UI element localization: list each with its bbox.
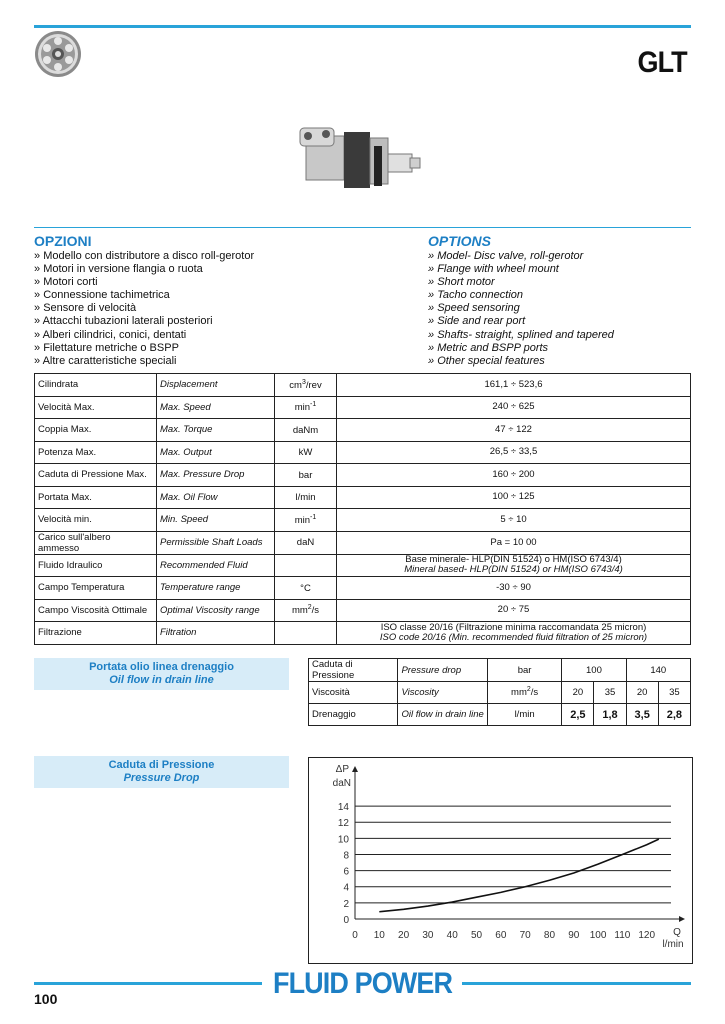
table-cell: Viscosity	[398, 682, 487, 704]
table-cell: 35	[658, 682, 690, 704]
value-text: -30 ÷ 90	[496, 581, 531, 593]
table-row	[35, 577, 691, 600]
value-text: 100 ÷ 125	[492, 491, 535, 503]
table-cell: Oil flow in drain line	[398, 704, 487, 726]
motor-image	[298, 118, 428, 200]
x-tick-label: 10	[373, 930, 385, 941]
section-rule	[34, 227, 691, 228]
list-item: » Speed sensoring	[428, 302, 690, 315]
table-cell	[275, 509, 337, 532]
drain-flow-title-it: Portata olio linea drenaggio	[89, 661, 234, 673]
unit-text: cm	[289, 379, 302, 391]
value-text: 47 ÷ 122	[495, 423, 532, 435]
table-cell	[275, 577, 337, 600]
y-axis-label: ΔP	[335, 764, 349, 775]
table-cell: Caduta di Pressione Max.	[35, 464, 157, 487]
table-cell: Recommended Fluid	[157, 554, 275, 577]
table-row	[35, 554, 691, 577]
table-cell: Max. Output	[157, 441, 275, 464]
table-cell: Fluido Idraulico	[35, 554, 157, 577]
value-text: ISO code 20/16 (Min. recommended fluid filtration of 25 micron)	[379, 631, 648, 643]
footer-rule-left	[34, 982, 262, 985]
x-tick-label: 50	[470, 930, 483, 941]
table-row	[35, 622, 691, 645]
table-cell	[487, 682, 561, 704]
table-cell: Min. Speed	[157, 509, 275, 532]
table-cell: Max. Torque	[157, 419, 275, 442]
table-cell	[337, 441, 691, 464]
options-list-en	[428, 250, 690, 368]
value-text: 160 ÷ 200	[492, 468, 535, 480]
unit-text: /rev	[305, 379, 322, 391]
x-tick-label: 0	[352, 930, 358, 941]
list-item: » Altre caratteristiche speciali	[34, 355, 404, 368]
list-item: » Motori corti	[34, 276, 404, 289]
table-cell: 35	[594, 682, 626, 704]
list-item: » Motori in versione flangia o ruota	[34, 263, 404, 276]
drain-flow-box	[34, 658, 289, 690]
options-heading-en: OPTIONS	[428, 233, 492, 249]
unit-sup: 2	[526, 686, 531, 694]
pressure-drop-title-it: Caduta di Pressione	[108, 759, 215, 771]
table-cell: 20	[562, 682, 594, 704]
x-tick-label: 30	[422, 930, 434, 941]
spec-table	[34, 373, 691, 645]
table-row	[35, 441, 691, 464]
table-cell: Max. Oil Flow	[157, 486, 275, 509]
x-tick-label: 100	[589, 930, 607, 941]
table-cell: Drenaggio	[309, 704, 398, 726]
unit-text: /s	[530, 687, 539, 699]
y-axis-unit: daN	[332, 778, 351, 789]
options-heading-it: OPZIONI	[34, 233, 92, 249]
table-cell	[275, 441, 337, 464]
table-cell: 20	[626, 682, 658, 704]
top-rule	[34, 25, 691, 28]
unit-sup: -1	[310, 513, 317, 521]
table-cell	[337, 554, 691, 577]
table-cell	[275, 374, 337, 397]
y-tick-label: 0	[343, 915, 349, 926]
y-tick-label: 4	[343, 882, 349, 894]
unit-text: mm	[291, 605, 308, 617]
unit-text: °C	[300, 582, 311, 594]
table-cell: 2,8	[658, 704, 690, 726]
pressure-drop-title-en: Pressure Drop	[123, 772, 200, 784]
value-text: Mineral based- HLP(DIN 51524) or HM(ISO 6743/4)	[404, 564, 623, 576]
x-tick-label: 110	[614, 930, 631, 941]
unit-text: daNm	[292, 424, 319, 436]
table-cell	[337, 374, 691, 397]
list-item: » Metric and BSPP ports	[428, 342, 690, 355]
gear-logo-icon	[34, 30, 82, 78]
table-cell: Max. Speed	[157, 396, 275, 419]
value-text: 26,5 ÷ 33,5	[489, 446, 538, 458]
pressure-drop-box	[34, 756, 289, 788]
table-cell: Carico sull'albero ammesso	[35, 531, 157, 554]
table-cell: Optimal Viscosity range	[157, 599, 275, 622]
table-cell: Velocità min.	[35, 509, 157, 532]
table-cell: 3,5	[626, 704, 658, 726]
drain-flow-title-en: Oil flow in drain line	[109, 674, 214, 686]
table-row	[35, 486, 691, 509]
list-item: » Other special features	[428, 355, 690, 368]
table-cell: Campo Temperatura	[35, 577, 157, 600]
list-item: » Filettature metriche o BSPP	[34, 342, 404, 355]
table-cell: Portata Max.	[35, 486, 157, 509]
y-tick-label: 10	[337, 834, 349, 846]
unit-text: bar	[298, 469, 313, 481]
x-tick-label: 40	[446, 930, 458, 941]
list-item: » Alberi cilindrici, conici, dentati	[34, 329, 404, 342]
y-tick-label: 2	[343, 898, 349, 910]
table-cell	[337, 509, 691, 532]
y-tick-label: 6	[343, 866, 349, 878]
unit-sup: 3	[301, 378, 306, 386]
table-row	[35, 419, 691, 442]
unit-text: mm	[511, 687, 527, 699]
unit-text: min	[294, 402, 311, 414]
pressure-drop-curve	[379, 839, 659, 912]
list-item: » Model- Disc valve, roll-gerotor	[428, 250, 690, 263]
list-item: » Side and rear port	[428, 315, 690, 328]
brand-footer: FLUID POWER	[273, 967, 453, 1000]
table-cell: Temperature range	[157, 577, 275, 600]
value-text: 20 ÷ 75	[497, 604, 530, 616]
table-cell	[275, 599, 337, 622]
table-cell: Viscosità	[309, 682, 398, 704]
table-cell	[337, 622, 691, 645]
x-axis-unit: l/min	[662, 939, 684, 950]
table-row	[35, 374, 691, 397]
pressure-drop-chart-frame	[308, 757, 693, 964]
value-text: Base minerale- HLP(DIN 51524) o HM(ISO 6743/4)	[405, 554, 622, 566]
options-list-it	[34, 250, 404, 368]
list-item: » Tacho connection	[428, 289, 690, 302]
table-cell	[337, 531, 691, 554]
value-text: Pa = 10 00	[490, 536, 537, 548]
footer-rule-right	[462, 982, 691, 985]
y-tick-label: 14	[337, 802, 349, 814]
unit-text: daN	[296, 537, 315, 549]
value-text: 240 ÷ 625	[492, 401, 535, 413]
table-cell: Displacement	[157, 374, 275, 397]
table-cell	[337, 577, 691, 600]
x-axis-arrow	[679, 916, 685, 922]
table-row	[35, 396, 691, 419]
unit-text: kW	[298, 447, 313, 459]
table-cell: 1,8	[594, 704, 626, 726]
table-cell: Filtrazione	[35, 622, 157, 645]
y-tick-label: 12	[337, 818, 349, 830]
table-row	[35, 464, 691, 487]
table-cell	[275, 531, 337, 554]
x-tick-label: 20	[398, 930, 410, 941]
table-cell: 140	[626, 659, 690, 682]
table-row	[35, 509, 691, 532]
x-tick-label: 70	[519, 930, 531, 941]
pressure-drop-chart	[309, 758, 692, 963]
table-cell	[275, 622, 337, 645]
value-text: 161,1 ÷ 523,6	[484, 378, 543, 390]
list-item: » Connessione tachimetrica	[34, 289, 404, 302]
table-row	[309, 704, 691, 726]
table-cell: 2,5	[562, 704, 594, 726]
value-text: 5 ÷ 10	[500, 513, 527, 525]
list-item: » Short motor	[428, 276, 690, 289]
table-cell: Velocità Max.	[35, 396, 157, 419]
list-item: » Shafts- straight, splined and tapered	[428, 329, 690, 342]
page-title: GLT	[637, 46, 687, 79]
table-cell	[275, 486, 337, 509]
table-cell: 100	[562, 659, 626, 682]
table-cell	[275, 464, 337, 487]
y-tick-label: 8	[343, 850, 349, 862]
table-cell	[275, 419, 337, 442]
table-cell	[275, 554, 337, 577]
drain-table	[308, 658, 691, 726]
y-axis-arrow	[352, 766, 358, 772]
table-cell	[337, 486, 691, 509]
table-row	[309, 682, 691, 704]
table-row	[35, 599, 691, 622]
unit-sup: -1	[310, 401, 317, 409]
unit-text: l/min	[295, 492, 316, 504]
table-cell: Caduta di Pressione	[309, 659, 398, 682]
list-item: » Sensore di velocità	[34, 302, 404, 315]
table-cell: Campo Viscosità Ottimale	[35, 599, 157, 622]
unit-sup: 2	[307, 604, 312, 612]
table-cell: Filtration	[157, 622, 275, 645]
table-row	[35, 531, 691, 554]
table-cell: l/min	[487, 704, 561, 726]
table-cell	[337, 464, 691, 487]
x-tick-label: 60	[495, 930, 507, 941]
page-number: 100	[34, 991, 58, 1007]
list-item: » Modello con distributore a disco roll-gerotor	[34, 250, 404, 263]
table-cell: Permissible Shaft Loads	[157, 531, 275, 554]
x-tick-label: 80	[543, 930, 556, 941]
table-cell: Potenza Max.	[35, 441, 157, 464]
table-cell	[337, 396, 691, 419]
table-cell	[337, 599, 691, 622]
unit-text: /s	[311, 605, 320, 617]
table-row	[309, 659, 691, 682]
x-tick-label: 90	[568, 930, 580, 941]
x-axis-label: Q	[673, 927, 681, 938]
table-cell	[275, 396, 337, 419]
table-cell: Max. Pressure Drop	[157, 464, 275, 487]
unit-text: min	[294, 514, 311, 526]
table-cell: bar	[487, 659, 561, 682]
value-text: ISO classe 20/16 (Filtrazione minima raccomandata 25 micron)	[380, 621, 647, 633]
list-item: » Attacchi tubazioni laterali posteriori	[34, 315, 404, 328]
table-cell	[337, 419, 691, 442]
table-cell: Cilindrata	[35, 374, 157, 397]
table-cell: Pressure drop	[398, 659, 487, 682]
x-tick-label: 120	[638, 930, 656, 941]
table-cell: Coppia Max.	[35, 419, 157, 442]
list-item: » Flange with wheel mount	[428, 263, 690, 276]
